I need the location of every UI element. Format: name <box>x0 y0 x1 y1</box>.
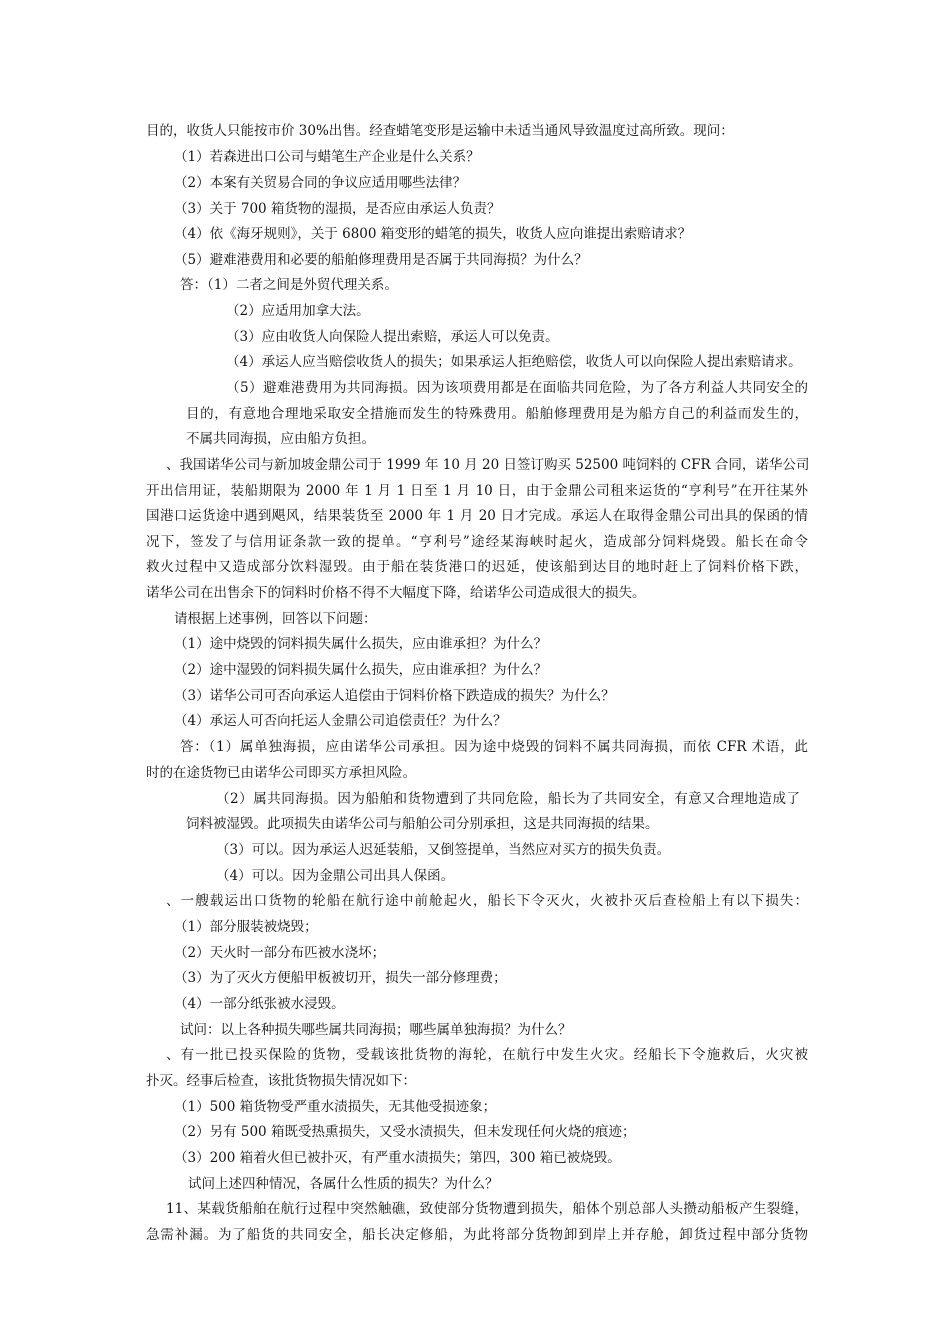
text-line: （1）若森进出口公司与蜡笔生产企业是什么关系？ <box>174 149 480 165</box>
text-line: （4）可以。因为金鼎公司出具人保函。 <box>216 868 455 884</box>
text-line: （2）本案有关贸易合同的争议应适用哪些法律？ <box>174 175 467 191</box>
text-line: （5）避难港费用和必要的船舶修理费用是否属于共同海损？为什么？ <box>174 252 588 268</box>
text-line: 不属共同海损，应由船方负担。 <box>186 431 375 447</box>
text-line: （4）承运人应当赔偿收货人的损失；如果承运人拒绝赔偿，收货人可以向保险人提出索赔请求。 <box>226 354 802 370</box>
text-line: （1）途中烧毁的饲料损失属什么损失，应由谁承担？为什么？ <box>174 636 548 652</box>
text-line: 答：（1）属单独海损，应由诺华公司承担。因为途中烧毁的饲料不属共同海损，而依 CFR 术语，此 <box>180 739 808 755</box>
text-line: （3）应由收货人向保险人提出索赔，承运人可以免责。 <box>226 329 559 345</box>
text-line: （1）500 箱货物受严重水渍损失，无其他受损迹象； <box>174 1099 497 1115</box>
text-line: 试问：以上各种损失哪些属共同海损；哪些属单独海损？为什么？ <box>180 1022 572 1038</box>
text-line: （3）200 箱着火但已被扑灭，有严重水渍损失；第四，300 箱已被烧毁。 <box>174 1150 621 1166</box>
text-line: 况下，签发了与信用证条款一致的提单。“亨利号”途经某海峡时起火，造成部分饲料烧毁。船长在命令 <box>146 534 808 550</box>
text-line: （3）可以。因为承运人迟延装船，又倒签提单，当然应对买方的损失负责。 <box>216 842 671 858</box>
text-line: （2）属共同海损。因为船舶和货物遭到了共同危险，船长为了共同安全，有意又合理地造成了 <box>216 791 800 807</box>
text-line: （2）途中湿毁的饲料损失属什么损失，应由谁承担？为什么？ <box>174 662 548 678</box>
text-line: 急需补漏。为了船货的共同安全，船长决定修船，为此将部分货物卸到岸上并存舱，卸货过程中部分货物 <box>146 1227 808 1243</box>
text-line: 国港口运货途中遇到飓风，结果装货至 2000 年 1 月 20 日才完成。承运人在取得金鼎公司出具的保函的情 <box>146 508 808 524</box>
text-line: 时的在途货物已由诺华公司即买方承担风险。 <box>146 765 416 781</box>
text-line: 目的，收货人只能按市价 30%出售。经查蜡笔变形是运输中未适当通风导致温度过高所致。现问： <box>146 123 734 139</box>
text-line: 答：（1）二者之间是外贸代理关系。 <box>180 277 398 293</box>
text-line: （4）依《海牙规则》，关于 6800 箱变形的蜡笔的损失，收货人应向谁提出索赔请求？ <box>174 226 692 242</box>
text-line: （4）一部分纸张被水浸毁。 <box>174 996 345 1012</box>
text-line: （5）避难港费用为共同海损。因为该项费用都是在面临共同危险，为了各方利益人共同安全的 <box>226 380 808 396</box>
text-line: （2）天火时一部分布匹被水浇坏； <box>174 945 386 961</box>
text-line: 扑灭。经事后检查，该批货物损失情况如下： <box>146 1073 416 1089</box>
text-line: （4）承运人可否向托运人金鼎公司追偿责任？为什么？ <box>174 713 507 729</box>
text-line: 饲料被湿毁。此项损失由诺华公司与船舶公司分别承担，这是共同海损的结果。 <box>186 816 659 832</box>
text-line: 目的，有意地合理地采取安全措施而发生的特殊费用。船舶修理费用是为船方自己的利益而发生的， <box>186 406 808 422</box>
text-line: 、我国诺华公司与新加坡金鼎公司于 1999 年 10 月 20 日签订购买 52500 吨饲料的 CFR 合同，诺华公司 <box>166 457 810 473</box>
text-line: （3）诺华公司可否向承运人追偿由于饲料价格下跌造成的损失？为什么？ <box>174 688 615 704</box>
text-line: （2）另有 500 箱既受热熏损失，又受水渍损失，但未发现任何火烧的痕迹； <box>174 1124 636 1140</box>
text-line: 试问上述四种情况，各属什么性质的损失？为什么？ <box>188 1176 499 1192</box>
text-line: 11、某载货船舶在航行过程中突然触礁，致使部分货物遭到损失，船体个别总部人头攒动船板产生裂缝， <box>166 1201 808 1217</box>
text-line: 、一艘载运出口货物的轮船在航行途中前舱起火，船长下令灭火，火被扑灭后查检船上有以下损失： <box>166 893 808 909</box>
text-line: 请根据上述事例，回答以下问题： <box>174 611 377 627</box>
text-line: （1）部分服装被烧毁； <box>174 919 318 935</box>
text-line: 救火过程中又造成部分饮料湿毁。由于船在装货港口的迟延，使该船到达目的地时赶上了饲料价格下跌， <box>146 559 808 575</box>
text-line: （3）关于 700 箱货物的湿损，是否应由承运人负责？ <box>174 201 501 217</box>
text-line: （2）应适用加拿大法。 <box>226 303 370 319</box>
text-line: （3）为了灭火方便船甲板被切开，损失一部分修理费； <box>174 970 507 986</box>
text-line: 、有一批已投买保险的货物，受载该批货物的海轮，在航行中发生火灾。经船长下令施救后，火灾被 <box>166 1047 808 1063</box>
text-line: 开出信用证，装船期限为 2000 年 1 月 1 日至 1 月 10 日，由于金鼎公司租来运货的“亨利号”在开往某外 <box>146 483 808 499</box>
text-line: 诺华公司在出售余下的饲料时价格不得不大幅度下降，给诺华公司造成很大的损失。 <box>146 585 646 601</box>
